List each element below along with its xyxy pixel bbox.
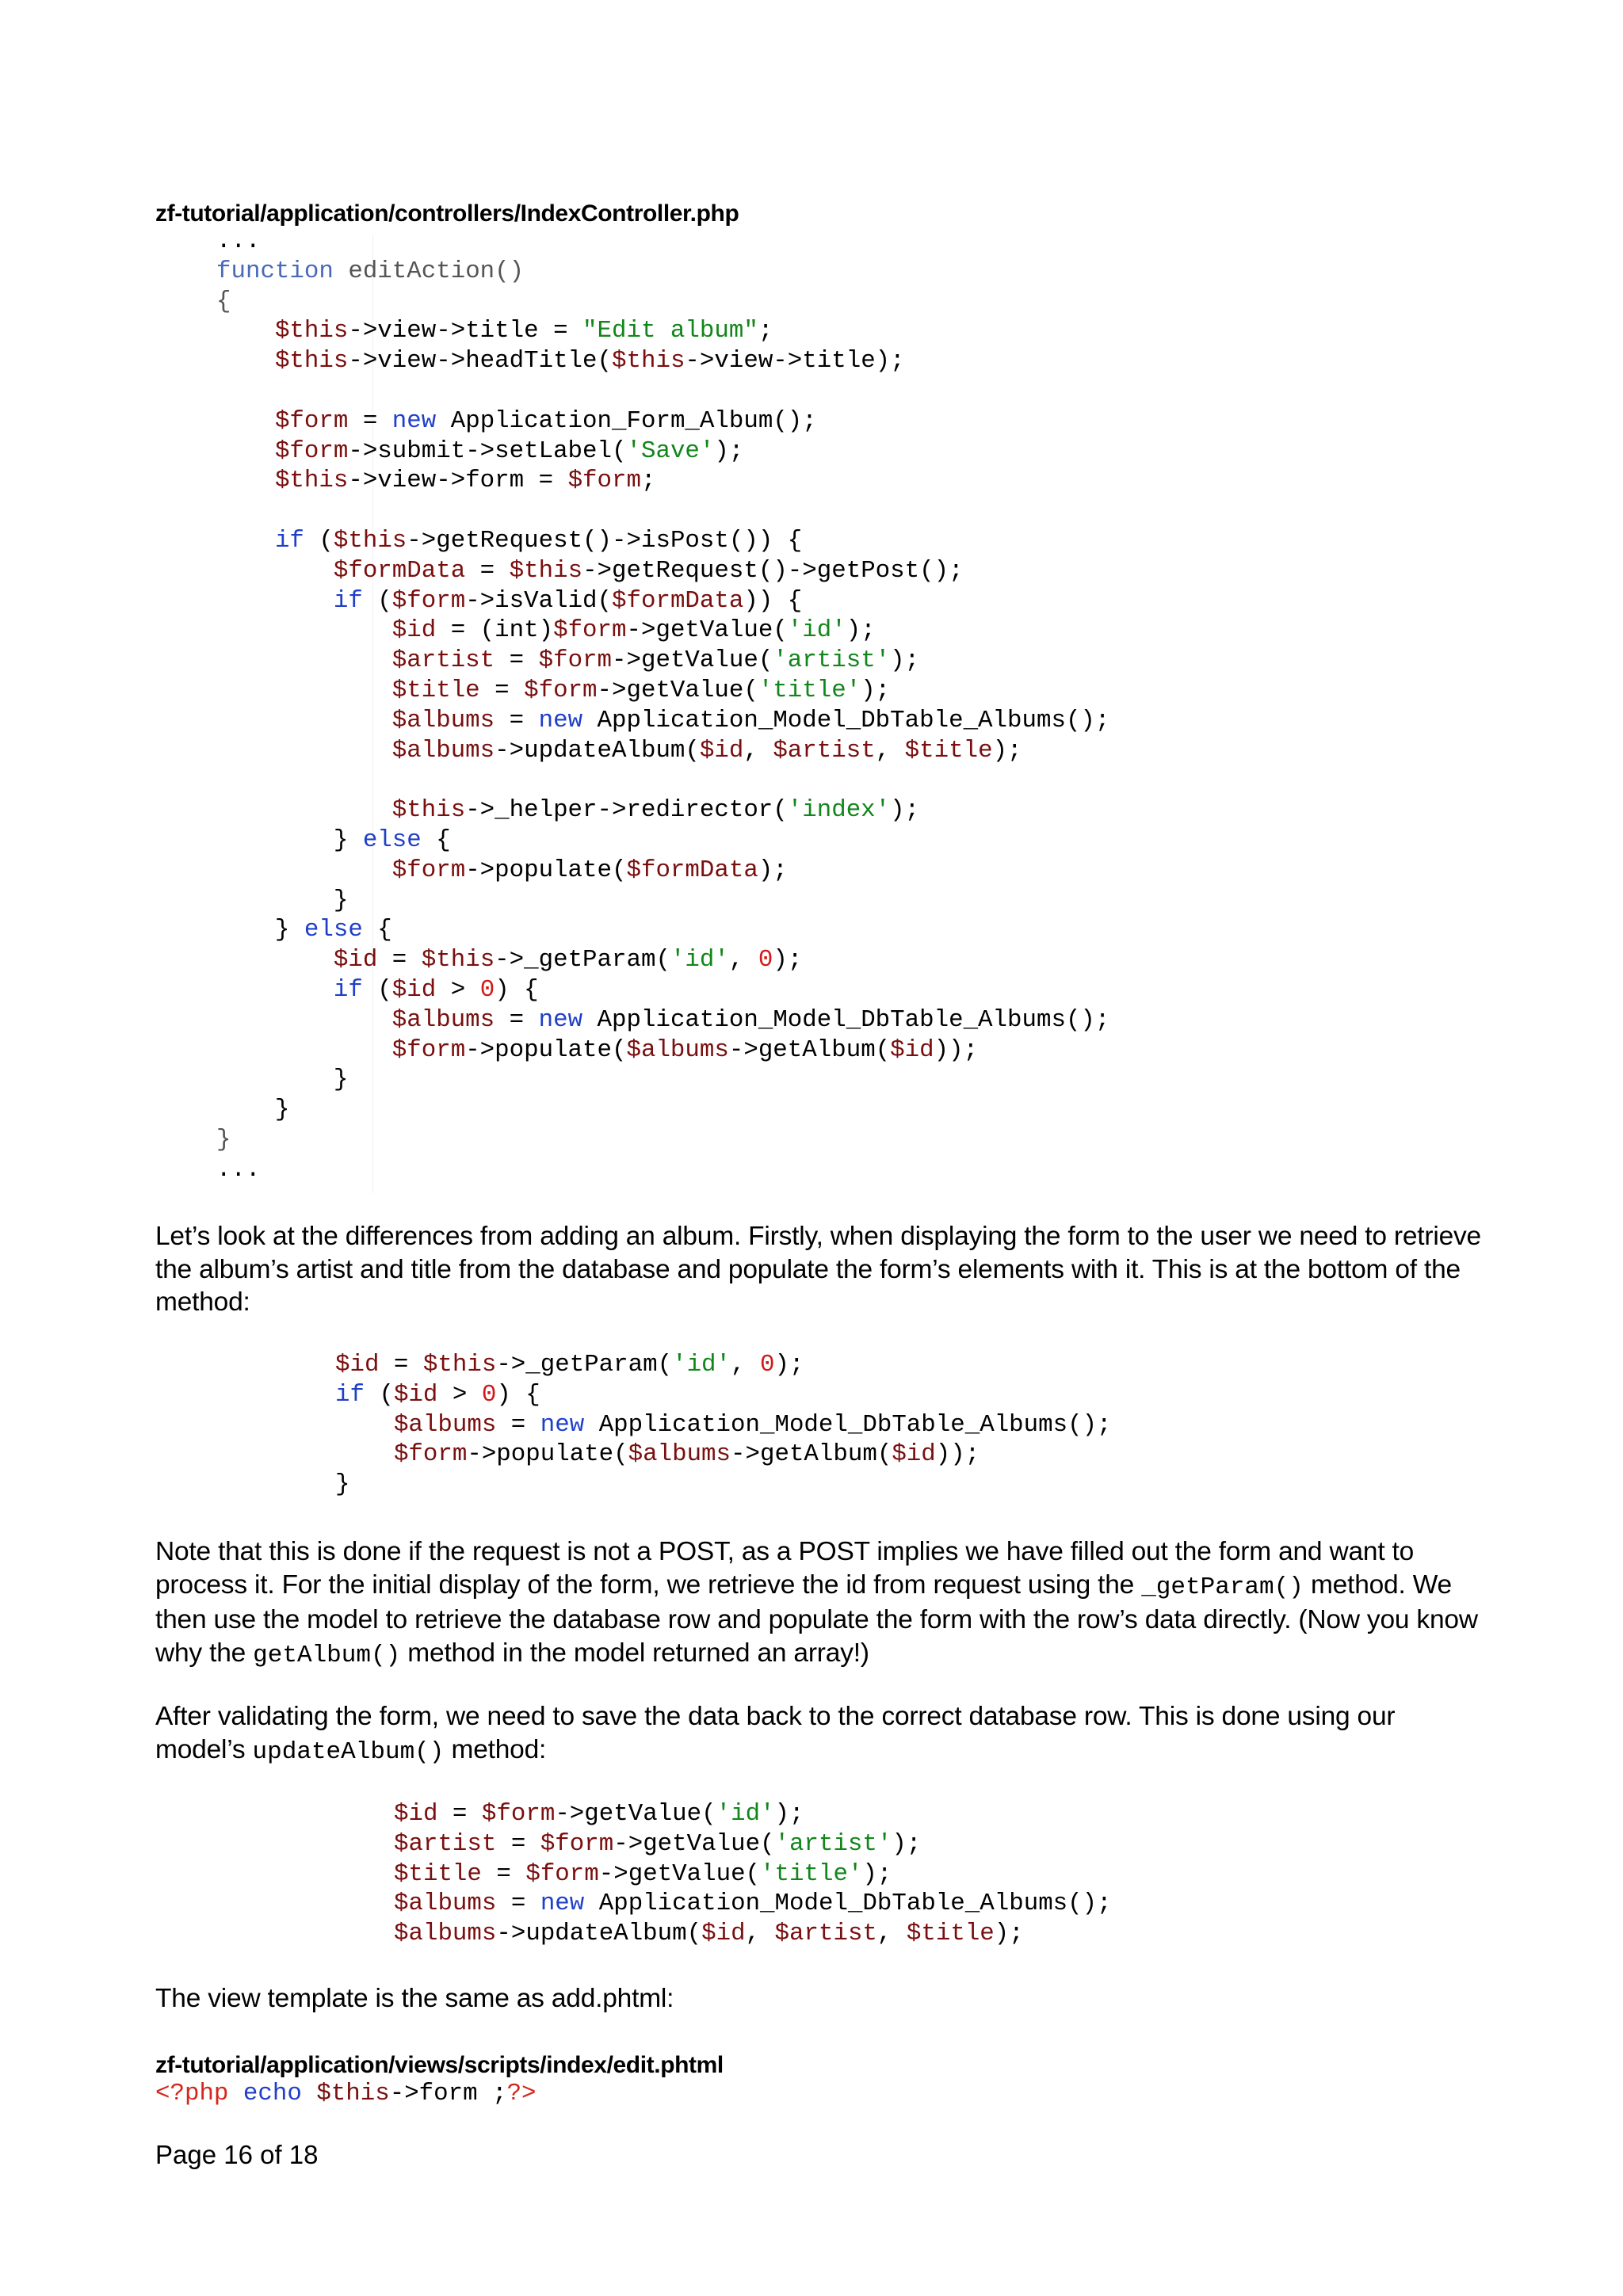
code-token: = [465, 556, 510, 585]
code-token: "Edit album" [582, 317, 758, 345]
code-token: Application_Model_DbTable_Albums(); [584, 1890, 1112, 1918]
code-token: 0 [758, 946, 773, 974]
code-token: ->getValue( [555, 1800, 716, 1828]
code-line [394, 1919, 1112, 1949]
code-token: } [216, 826, 363, 854]
code-line [216, 856, 1109, 886]
code-token: ->getValue( [597, 676, 758, 704]
code-token: new [540, 1890, 585, 1918]
code-token: $this [421, 946, 495, 974]
code-line [216, 886, 1109, 916]
code-token: 'artist' [773, 646, 891, 675]
code-line [216, 676, 1109, 706]
code-token: $formData [626, 856, 758, 884]
code-token: )) { [743, 586, 803, 615]
code-token: $id [391, 975, 437, 1004]
code-line [216, 616, 1109, 646]
code-token: $artist [394, 1829, 497, 1858]
code-token: Application_Model_DbTable_Albums(); [582, 1005, 1110, 1034]
code-token: = [348, 406, 392, 435]
code-token: ?> [506, 2080, 537, 2107]
code-token: $form [391, 856, 466, 884]
code-token: new [540, 1410, 585, 1439]
code-token: 0 [479, 975, 495, 1004]
inline-code: updateAlbum() [252, 1737, 445, 1766]
code-line [216, 1035, 1109, 1066]
code-token [216, 707, 392, 734]
code-token: ); [890, 646, 920, 675]
code-block-controller [216, 227, 1109, 1185]
code-token [216, 1006, 392, 1034]
code-token [216, 677, 392, 704]
code-token: , [876, 1920, 907, 1948]
code-token: <?php [155, 2080, 229, 2107]
code-line [216, 227, 1109, 257]
code-token: new [391, 406, 437, 435]
code-token: 'id' [787, 616, 846, 645]
code-token: $form [524, 676, 598, 704]
code-token [216, 467, 275, 494]
code-line [216, 257, 1109, 287]
code-line [216, 826, 1109, 856]
code-token: $albums [628, 1440, 731, 1469]
code-token: $this [274, 317, 349, 345]
code-token: ->getAlbum( [728, 1035, 891, 1064]
code-token: $this [612, 347, 685, 376]
code-token: ->view->form = [348, 467, 568, 495]
code-token: 'id' [670, 946, 729, 974]
code-token: } [216, 1125, 231, 1154]
code-line [216, 316, 1109, 346]
code-token [216, 1036, 392, 1064]
paragraph-after-validating [155, 1700, 1487, 1768]
file-heading-controller: zf-tutorial/application/controllers/IndexController.php [155, 200, 739, 227]
code-token: $this [316, 2080, 390, 2107]
code-token: ->getRequest()->getPost(); [582, 556, 964, 585]
code-token: { [362, 916, 392, 944]
code-token: ); [994, 1920, 1024, 1948]
code-token: editAction() [333, 257, 525, 285]
code-line [216, 376, 1109, 406]
code-token [302, 2080, 316, 2107]
code-token [216, 646, 392, 674]
code-token: 'index' [787, 796, 891, 825]
inline-code: getAlbum() [253, 1641, 401, 1669]
code-token: } [216, 916, 304, 944]
code-token [216, 616, 392, 644]
code-token: ); [773, 946, 803, 974]
code-token: ( [364, 1380, 394, 1409]
code-line [216, 586, 1109, 616]
code-line [216, 437, 1109, 467]
code-token: $form [393, 1440, 468, 1469]
code-line [216, 556, 1109, 586]
code-token: 'title' [758, 676, 861, 704]
code-token [216, 737, 392, 765]
code-token: $this [333, 526, 407, 555]
code-token [216, 527, 275, 555]
code-token: ->_helper->redirector( [465, 796, 788, 825]
code-block-populate [335, 1350, 1112, 1500]
code-token: Application_Model_DbTable_Albums(); [584, 1410, 1112, 1439]
code-token [216, 557, 334, 585]
code-token: ->populate( [465, 856, 627, 884]
code-token: ... [216, 1155, 261, 1184]
paragraph-text: Note that this is done if the request is not a POST, as a POST implies we have filled out the form and want to process it. For the initial display of the form, we retrieve the id from request using the [155, 1537, 1415, 1600]
code-line [216, 346, 1109, 376]
code-token: ( [362, 975, 392, 1004]
code-token: = (int) [436, 616, 554, 645]
code-token: 'id' [672, 1351, 731, 1379]
code-token: $id [890, 1035, 934, 1064]
code-token: 0 [481, 1380, 497, 1409]
paragraph-differences: Let’s look at the differences from adding an album. Firstly, when displaying the form to the user we need to retrieve the album’s artist and title from the database and populate the form’s elements with it. This is at the bottom of the method: [155, 1222, 1481, 1317]
code-token: echo [242, 2080, 302, 2107]
code-token: ->updateAlbum( [495, 736, 700, 765]
code-token [216, 976, 334, 1004]
code-token: $title [391, 676, 480, 704]
code-token: $id [394, 1800, 438, 1828]
code-token: $form [567, 467, 641, 495]
code-token: ( [362, 586, 392, 615]
code-token: $form [553, 616, 627, 645]
code-token: $artist [774, 1920, 877, 1948]
code-token: 'title' [760, 1859, 863, 1888]
code-token: 'id' [716, 1800, 775, 1828]
code-token: ; [758, 317, 773, 345]
page-number: Page 16 of 18 [155, 2140, 319, 2169]
code-token: ) { [496, 1380, 540, 1409]
code-token: { [216, 287, 231, 315]
code-line [394, 1859, 1112, 1890]
code-token: $albums [626, 1035, 729, 1064]
code-token [216, 347, 275, 375]
code-token: $albums [394, 1920, 497, 1948]
code-token: if [335, 1380, 365, 1409]
code-token: new [538, 706, 583, 734]
code-line [216, 915, 1109, 945]
code-line [335, 1410, 1112, 1440]
code-token: ->form ; [389, 2080, 507, 2107]
code-token: = [379, 1351, 423, 1379]
code-line [335, 1380, 1112, 1410]
code-line [216, 1005, 1109, 1035]
code-line [216, 945, 1109, 975]
code-token: ; [640, 467, 656, 495]
code-token: = [495, 646, 539, 675]
code-token: $form [391, 1035, 466, 1064]
code-token: $artist [773, 736, 876, 765]
code-token: ->isValid( [465, 586, 613, 615]
code-token: ); [846, 616, 876, 645]
code-token: } [335, 1470, 350, 1499]
code-line [216, 406, 1109, 437]
code-token: $this [274, 347, 349, 376]
code-block-view [155, 2079, 537, 2109]
code-token: = [495, 1005, 539, 1034]
code-line [394, 1829, 1112, 1859]
code-token: , [745, 1920, 775, 1948]
code-token: $this [422, 1351, 497, 1379]
code-token [335, 1440, 394, 1468]
code-token: = [481, 1859, 526, 1888]
code-token: $form [391, 586, 466, 615]
paragraph-note [155, 1535, 1487, 1672]
code-token: $id [333, 946, 378, 974]
code-token: = [377, 946, 422, 974]
code-token: ->getValue( [598, 1859, 761, 1888]
paragraph-text: method: [444, 1734, 547, 1764]
code-token [216, 796, 392, 824]
code-token [216, 437, 275, 465]
code-line [216, 765, 1109, 795]
code-token: if [333, 586, 363, 615]
code-token: $form [538, 646, 613, 675]
code-line [335, 1470, 1112, 1500]
code-token: ); [862, 1859, 892, 1888]
code-token: $this [391, 796, 466, 825]
code-token: )); [935, 1440, 980, 1469]
file-heading-view: zf-tutorial/application/views/scripts/index/edit.phtml [155, 2052, 724, 2078]
code-token: $albums [391, 1005, 495, 1034]
code-token: Application_Model_DbTable_Albums(); [582, 706, 1110, 734]
code-token [228, 2080, 242, 2107]
code-token: ); [774, 1800, 804, 1828]
paragraph-text: method. We then use the model to retrieve the database row and populate the form with the row’s data directly. (Now you know why the [155, 1569, 1478, 1668]
code-token: ); [861, 676, 891, 704]
code-token: ->getValue( [613, 1829, 775, 1858]
code-token: ); [758, 856, 788, 884]
code-token: else [362, 826, 422, 854]
code-token: , [728, 946, 758, 974]
code-token: $this [274, 467, 349, 495]
code-line [216, 466, 1109, 496]
code-token: if [274, 526, 304, 555]
code-token: ->getRequest()->isPost()) { [407, 526, 803, 555]
code-line [216, 287, 1109, 317]
code-token: ->_getParam( [496, 1351, 673, 1379]
code-token: ) { [495, 975, 539, 1004]
code-line [216, 1095, 1109, 1125]
code-token: ->getAlbum( [731, 1440, 892, 1469]
code-token: } [216, 1066, 349, 1094]
code-token: ( [304, 526, 334, 555]
code-token: )); [934, 1035, 979, 1064]
code-token: { [421, 826, 451, 854]
code-token: $id [335, 1351, 380, 1379]
inline-code: _getParam() [1141, 1573, 1304, 1601]
code-token: $this [509, 556, 583, 585]
code-token: = [496, 1829, 540, 1858]
code-line [216, 646, 1109, 676]
code-token: = [496, 1890, 540, 1918]
code-line [216, 736, 1109, 766]
code-token: = [437, 1800, 482, 1828]
code-token: ->getValue( [612, 646, 773, 675]
code-token: 'Save' [626, 437, 715, 465]
code-token: else [304, 916, 363, 944]
code-line [394, 1799, 1112, 1829]
code-line [216, 706, 1109, 736]
code-token: $title [394, 1859, 482, 1888]
code-token [216, 407, 275, 435]
code-token: $formData [612, 586, 744, 615]
code-token: > [437, 1380, 482, 1409]
code-token: > [436, 975, 480, 1004]
code-token [216, 856, 392, 884]
code-token: new [538, 1005, 583, 1034]
code-line [216, 795, 1109, 826]
code-token: ); [774, 1351, 804, 1379]
code-line [216, 1125, 1109, 1155]
code-token: ->view->title); [685, 347, 905, 376]
code-token: ->populate( [465, 1035, 627, 1064]
code-token [216, 317, 275, 345]
code-token: ->populate( [467, 1440, 628, 1469]
code-token: Application_Form_Album(); [436, 406, 817, 435]
code-token: $albums [391, 736, 495, 765]
code-token: $id [391, 616, 437, 645]
code-line [335, 1440, 1112, 1470]
code-token: $form [274, 406, 349, 435]
code-line [216, 526, 1109, 556]
code-token: $title [904, 736, 993, 765]
code-token: } [216, 886, 349, 914]
code-token: $form [525, 1859, 599, 1888]
code-token: $id [699, 736, 744, 765]
code-token: ->view->headTitle( [348, 347, 613, 376]
code-token: ->getValue( [626, 616, 788, 645]
code-token: , [731, 1351, 760, 1379]
code-line [216, 1065, 1109, 1095]
code-token: 'artist' [774, 1829, 892, 1858]
code-token: $albums [391, 706, 495, 734]
paragraph-text: method in the model returned an array!) [400, 1638, 869, 1668]
code-token: ->_getParam( [495, 946, 670, 974]
code-token: $albums [393, 1410, 497, 1439]
code-token: $id [701, 1920, 746, 1948]
code-token: $form [481, 1800, 556, 1828]
code-token: $id [892, 1440, 936, 1469]
code-token: $albums [394, 1890, 497, 1918]
code-token: $artist [391, 646, 495, 675]
code-token [335, 1411, 394, 1439]
code-token: ->view->title = [348, 317, 583, 345]
code-block-update [394, 1799, 1112, 1949]
code-token: = [496, 1410, 540, 1439]
code-token: = [495, 706, 539, 734]
code-token [216, 946, 334, 974]
code-token: = [479, 676, 525, 704]
code-token: ); [890, 796, 920, 825]
code-token: , [743, 736, 773, 765]
code-token: $form [274, 437, 349, 465]
code-token: $formData [333, 556, 466, 585]
code-token: ->submit->setLabel( [348, 437, 627, 465]
code-line [216, 975, 1109, 1005]
code-token: ); [714, 437, 744, 465]
code-token: 0 [760, 1351, 775, 1379]
code-token: } [216, 1096, 290, 1124]
code-line [216, 1155, 1109, 1185]
paragraph-text: After validating the form, we need to save the data back to the correct database row. This is done using our model’s [155, 1702, 1396, 1764]
code-token: ); [892, 1829, 922, 1858]
code-token: ); [992, 736, 1022, 765]
code-line [394, 1889, 1112, 1919]
code-token: ... [216, 227, 261, 255]
code-line [335, 1350, 1112, 1380]
code-token: $form [540, 1829, 614, 1858]
code-line [216, 496, 1109, 526]
code-token [216, 587, 334, 615]
code-token: $title [906, 1920, 995, 1948]
code-token: ->updateAlbum( [496, 1920, 702, 1948]
code-token: , [875, 736, 905, 765]
code-token: $id [393, 1380, 438, 1409]
code-token: if [333, 975, 363, 1004]
code-token: function [216, 257, 334, 285]
paragraph-view-template: The view template is the same as add.phtml: [155, 1984, 674, 2013]
code-line [155, 2079, 537, 2109]
